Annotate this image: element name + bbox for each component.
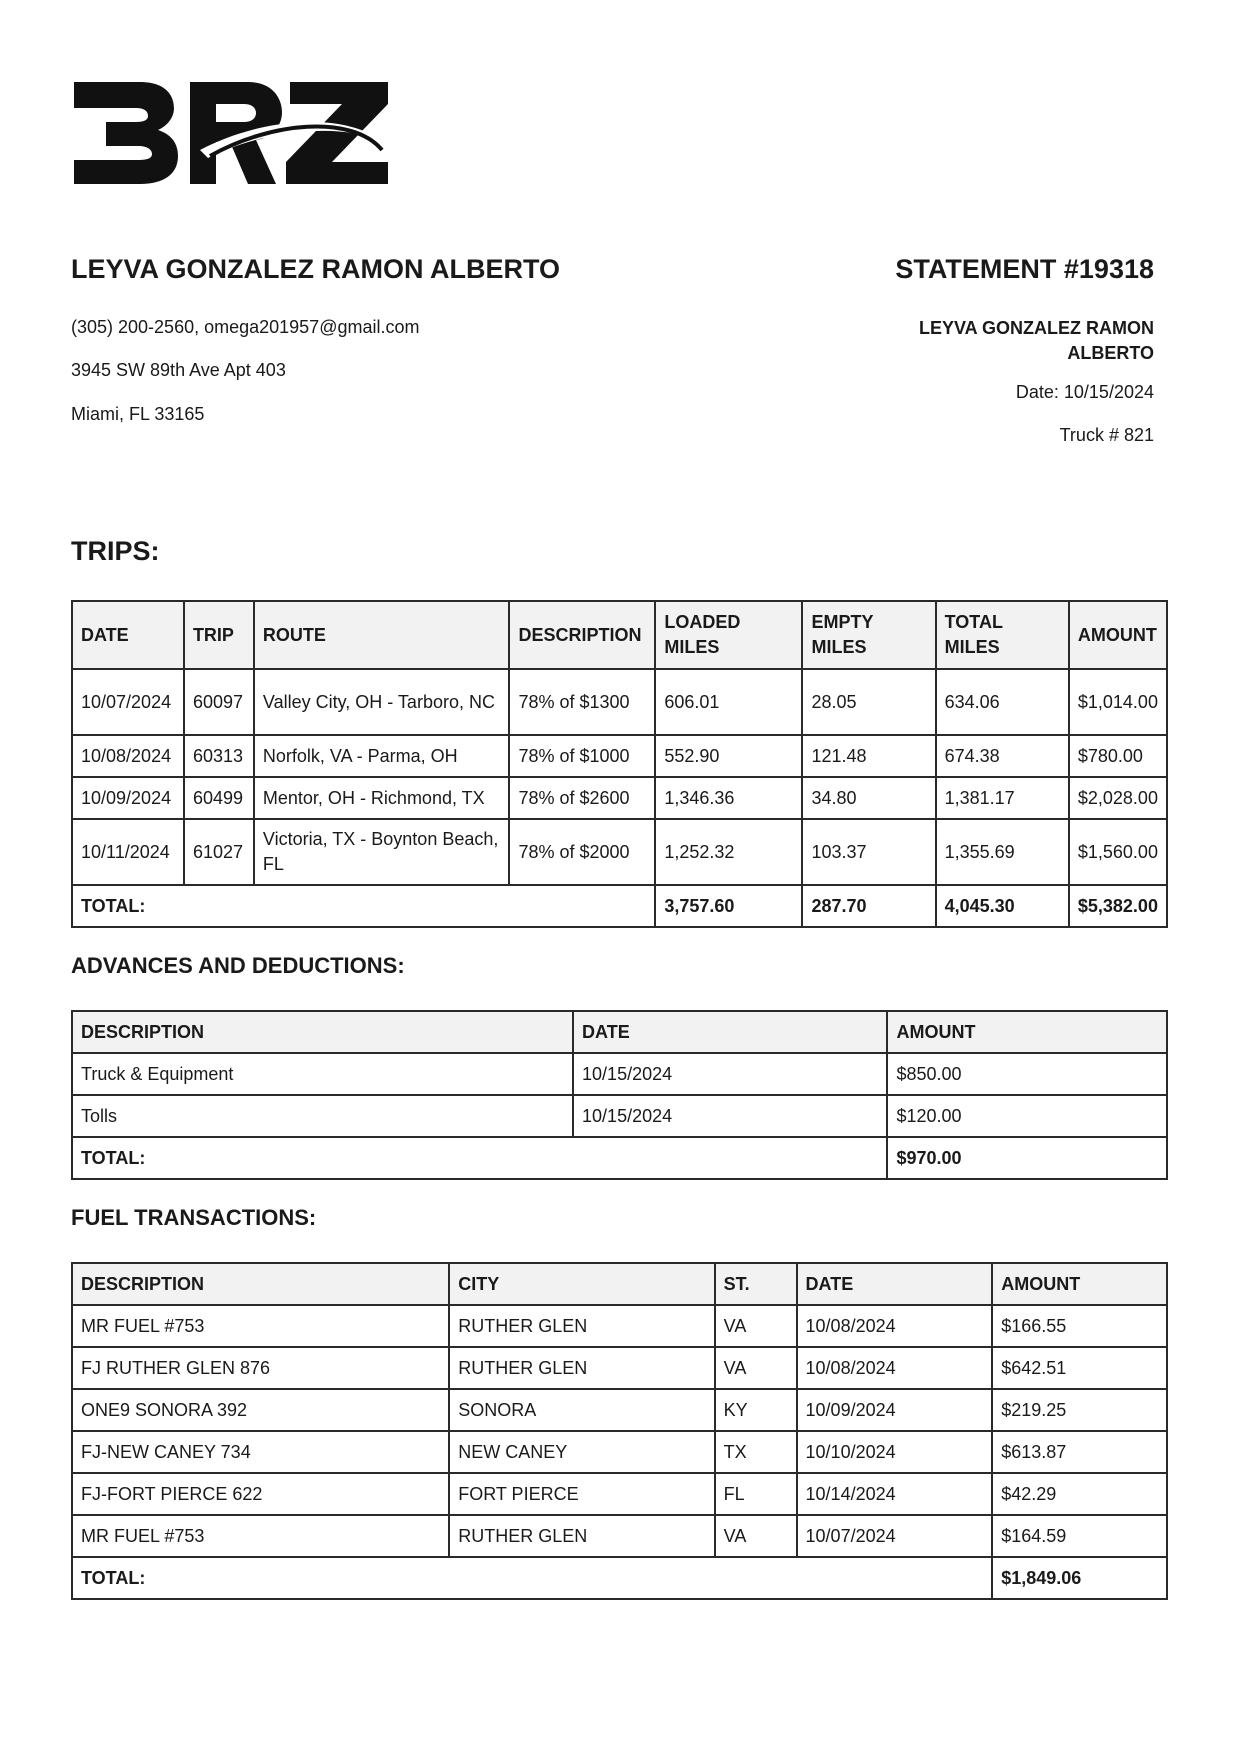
cell: ONE9 SONORA 392 — [72, 1389, 449, 1431]
cell: $850.00 — [887, 1053, 1167, 1095]
cell: 10/09/2024 — [72, 777, 184, 819]
cell: 10/07/2024 — [72, 669, 184, 735]
cell: 10/14/2024 — [797, 1473, 993, 1515]
advances-total-row — [72, 1137, 1167, 1179]
driver-name: LEYVA GONZALEZ RAMON ALBERTO — [71, 254, 560, 284]
table-row — [72, 1347, 1167, 1389]
table-row — [72, 735, 1167, 777]
cell: 10/11/2024 — [72, 819, 184, 885]
cell: Victoria, TX - Boynton Beach, FL — [254, 819, 510, 885]
statement-info — [694, 252, 1154, 445]
company-logo — [70, 78, 390, 188]
cell: FJ-FORT PIERCE 622 — [72, 1473, 449, 1515]
cell: $120.00 — [887, 1095, 1167, 1137]
total-amount: $970.00 — [887, 1137, 1167, 1179]
statement-name: LEYVA GONZALEZ RAMON ALBERTO — [919, 318, 1154, 363]
cell: MR FUEL #753 — [72, 1515, 449, 1557]
col-header: AMOUNT — [887, 1011, 1167, 1053]
advances-title: ADVANCES AND DEDUCTIONS: — [71, 953, 405, 978]
fuel-title: FUEL TRANSACTIONS: — [71, 1205, 317, 1230]
cell: $1,560.00 — [1069, 819, 1167, 885]
col-header: AMOUNT — [1069, 601, 1167, 669]
cell: 10/07/2024 — [797, 1515, 993, 1557]
cell: $164.59 — [992, 1515, 1167, 1557]
total-miles: 4,045.30 — [936, 885, 1069, 927]
total-label: TOTAL: — [72, 885, 655, 927]
advances-table — [71, 1010, 1168, 1180]
table-row — [72, 1431, 1167, 1473]
col-header: DATE — [573, 1011, 887, 1053]
col-header: LOADED MILES — [655, 601, 802, 669]
cell: 10/15/2024 — [573, 1053, 887, 1095]
table-row — [72, 1515, 1167, 1557]
trips-total-row — [72, 885, 1167, 927]
driver-address-line2: Miami, FL 33165 — [71, 404, 205, 424]
cell: NEW CANEY — [449, 1431, 714, 1473]
cell: 28.05 — [802, 669, 935, 735]
cell: FL — [715, 1473, 797, 1515]
cell: 674.38 — [936, 735, 1069, 777]
cell: Truck & Equipment — [72, 1053, 573, 1095]
cell: 1,355.69 — [936, 819, 1069, 885]
fuel-header-row — [72, 1263, 1167, 1305]
statement-truck: Truck # 821 — [1059, 425, 1154, 445]
cell: $780.00 — [1069, 735, 1167, 777]
cell: 1,381.17 — [936, 777, 1069, 819]
col-header: DATE — [72, 601, 184, 669]
col-header: DESCRIPTION — [509, 601, 655, 669]
col-header: ROUTE — [254, 601, 510, 669]
fuel-total-row — [72, 1557, 1167, 1599]
table-row — [72, 777, 1167, 819]
trips-header-row — [72, 601, 1167, 669]
cell: 606.01 — [655, 669, 802, 735]
cell: FJ-NEW CANEY 734 — [72, 1431, 449, 1473]
cell: 10/10/2024 — [797, 1431, 993, 1473]
col-header: TRIP — [184, 601, 254, 669]
cell: KY — [715, 1389, 797, 1431]
total-label: TOTAL: — [72, 1557, 992, 1599]
total-amount: $1,849.06 — [992, 1557, 1167, 1599]
statement-date: Date: 10/15/2024 — [1015, 382, 1154, 402]
cell: $1,014.00 — [1069, 669, 1167, 735]
table-row — [72, 1389, 1167, 1431]
cell: 78% of $1300 — [509, 669, 655, 735]
cell: 10/08/2024 — [797, 1305, 993, 1347]
table-row — [72, 1473, 1167, 1515]
table-row — [72, 1305, 1167, 1347]
cell: 552.90 — [655, 735, 802, 777]
cell: RUTHER GLEN — [449, 1515, 714, 1557]
col-header: TOTAL MILES — [936, 601, 1069, 669]
cell: RUTHER GLEN — [449, 1305, 714, 1347]
cell: $613.87 — [992, 1431, 1167, 1473]
table-row — [72, 669, 1167, 735]
driver-address-line1: 3945 SW 89th Ave Apt 403 — [71, 360, 286, 380]
cell: 34.80 — [802, 777, 935, 819]
cell: 61027 — [184, 819, 254, 885]
cell: $42.29 — [992, 1473, 1167, 1515]
cell: SONORA — [449, 1389, 714, 1431]
cell: 1,252.32 — [655, 819, 802, 885]
cell: VA — [715, 1305, 797, 1347]
statement-title: STATEMENT #19318 — [895, 254, 1154, 284]
cell: 60313 — [184, 735, 254, 777]
cell: 103.37 — [802, 819, 935, 885]
cell: $166.55 — [992, 1305, 1167, 1347]
col-header: CITY — [449, 1263, 714, 1305]
cell: 78% of $1000 — [509, 735, 655, 777]
cell: FJ RUTHER GLEN 876 — [72, 1347, 449, 1389]
cell: Mentor, OH - Richmond, TX — [254, 777, 510, 819]
cell: $642.51 — [992, 1347, 1167, 1389]
fuel-table — [71, 1262, 1168, 1600]
col-header: DESCRIPTION — [72, 1011, 573, 1053]
cell: VA — [715, 1515, 797, 1557]
total-loaded-miles: 3,757.60 — [655, 885, 802, 927]
cell: 60097 — [184, 669, 254, 735]
trips-title: TRIPS: — [71, 536, 160, 566]
total-empty-miles: 287.70 — [802, 885, 935, 927]
total-amount: $5,382.00 — [1069, 885, 1167, 927]
table-row — [72, 819, 1167, 885]
cell: $2,028.00 — [1069, 777, 1167, 819]
driver-contact: (305) 200-2560, omega201957@gmail.com — [71, 317, 420, 337]
cell: Tolls — [72, 1095, 573, 1137]
brz-logo-icon — [70, 78, 390, 188]
col-header: EMPTY MILES — [802, 601, 935, 669]
table-row — [72, 1053, 1167, 1095]
cell: Norfolk, VA - Parma, OH — [254, 735, 510, 777]
total-label: TOTAL: — [72, 1137, 887, 1179]
cell: RUTHER GLEN — [449, 1347, 714, 1389]
cell: TX — [715, 1431, 797, 1473]
cell: FORT PIERCE — [449, 1473, 714, 1515]
cell: 10/09/2024 — [797, 1389, 993, 1431]
cell: 78% of $2000 — [509, 819, 655, 885]
col-header: DESCRIPTION — [72, 1263, 449, 1305]
cell: 634.06 — [936, 669, 1069, 735]
col-header: ST. — [715, 1263, 797, 1305]
cell: 1,346.36 — [655, 777, 802, 819]
cell: 10/15/2024 — [573, 1095, 887, 1137]
table-row — [72, 1095, 1167, 1137]
cell: MR FUEL #753 — [72, 1305, 449, 1347]
cell: 121.48 — [802, 735, 935, 777]
cell: $219.25 — [992, 1389, 1167, 1431]
cell: 10/08/2024 — [797, 1347, 993, 1389]
cell: VA — [715, 1347, 797, 1389]
cell: 10/08/2024 — [72, 735, 184, 777]
driver-info — [71, 252, 691, 424]
col-header: AMOUNT — [992, 1263, 1167, 1305]
cell: Valley City, OH - Tarboro, NC — [254, 669, 510, 735]
col-header: DATE — [797, 1263, 993, 1305]
advances-header-row — [72, 1011, 1167, 1053]
cell: 60499 — [184, 777, 254, 819]
cell: 78% of $2600 — [509, 777, 655, 819]
trips-table — [71, 600, 1168, 928]
